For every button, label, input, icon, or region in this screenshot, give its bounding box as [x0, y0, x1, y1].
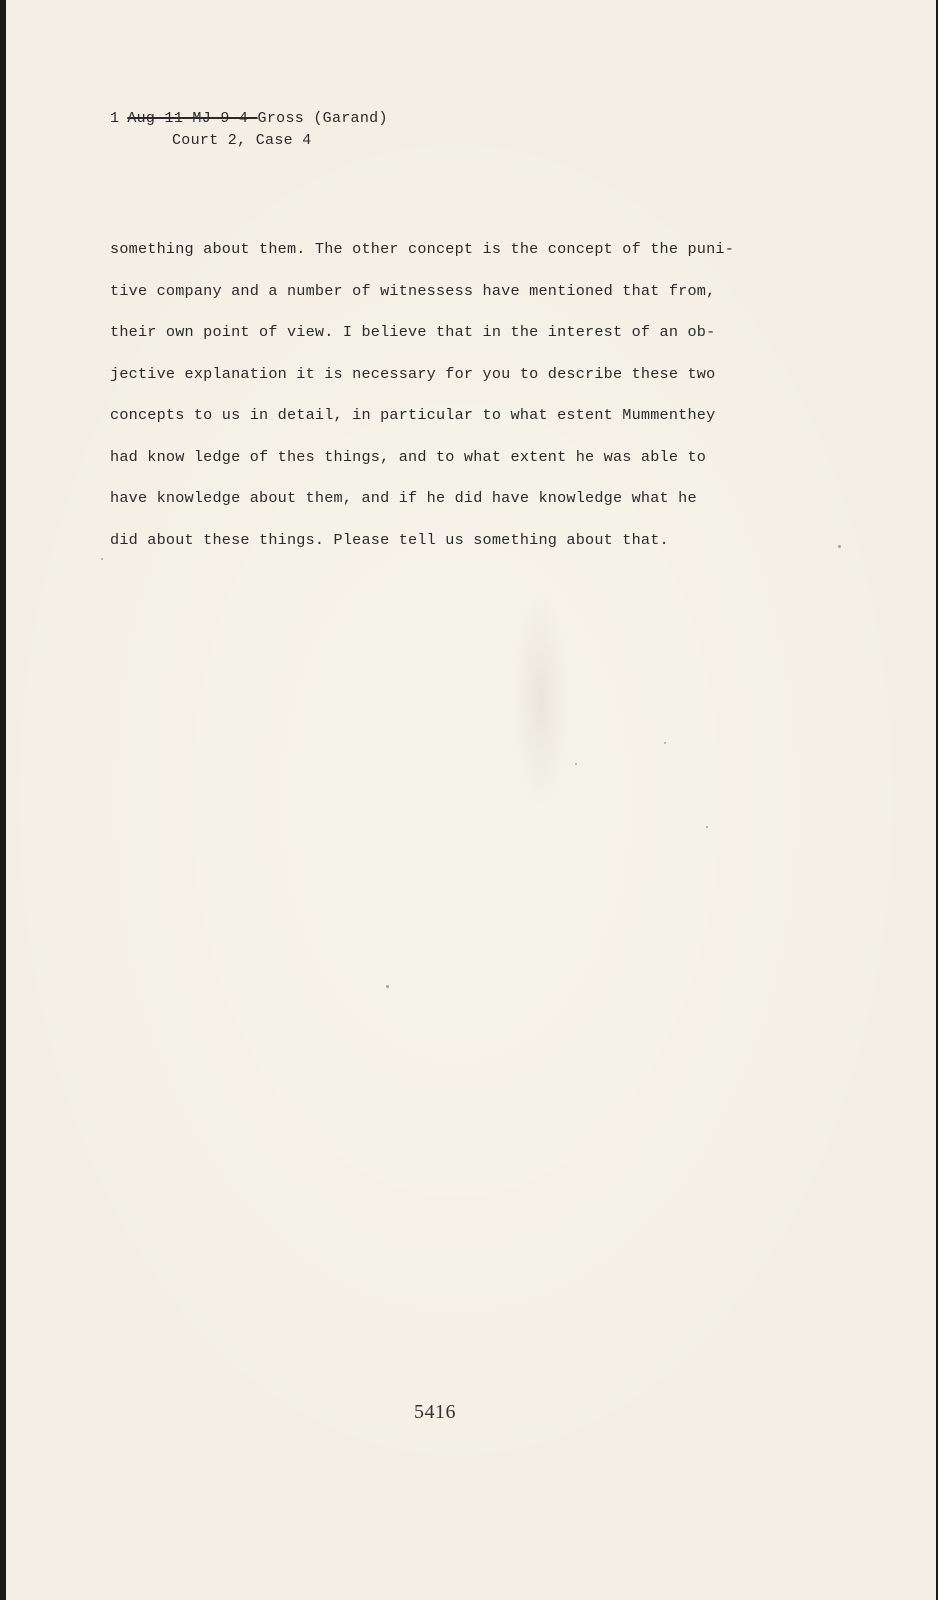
transcript-line: something about them. The other concept is the concept of the puni- — [110, 240, 735, 258]
paper-speck — [386, 985, 389, 988]
document-header — [110, 108, 388, 152]
transcript-line: have knowledge about them, and if he did have knowledge what he — [110, 489, 697, 507]
header-court-case: Court 2, Case 4 — [172, 132, 312, 149]
transcript-line: tive company and a number of witnessess have mentioned that from, — [110, 281, 716, 300]
transcript-line: had know ledge of thes things, and to what extent he was able to — [110, 447, 707, 466]
header-session-name: Gross (Garand) — [257, 110, 388, 127]
header-number: 1 — [110, 110, 120, 127]
transcript-line: their own point of view. I believe that in the interest of an ob- — [110, 323, 716, 341]
transcript-line: concepts to us in detail, in particular to what estent Mummenthey — [110, 406, 716, 424]
paper-speck — [101, 558, 103, 560]
paper-speck — [664, 742, 666, 744]
paper-speck — [706, 826, 708, 828]
transcript-body — [110, 229, 810, 561]
page-number: 5416 — [414, 1401, 456, 1423]
header-struck-reference: Aug-11-MJ-9-4- — [127, 110, 258, 127]
transcript-line: jective explanation it is necessary for you to describe these two — [110, 364, 716, 383]
document-page — [6, 0, 936, 1600]
paper-speck — [575, 763, 577, 765]
header-reference-line — [110, 108, 388, 130]
transcript-line: did about these things. Please tell us something about that. — [110, 530, 669, 549]
paper-speck — [838, 545, 841, 548]
